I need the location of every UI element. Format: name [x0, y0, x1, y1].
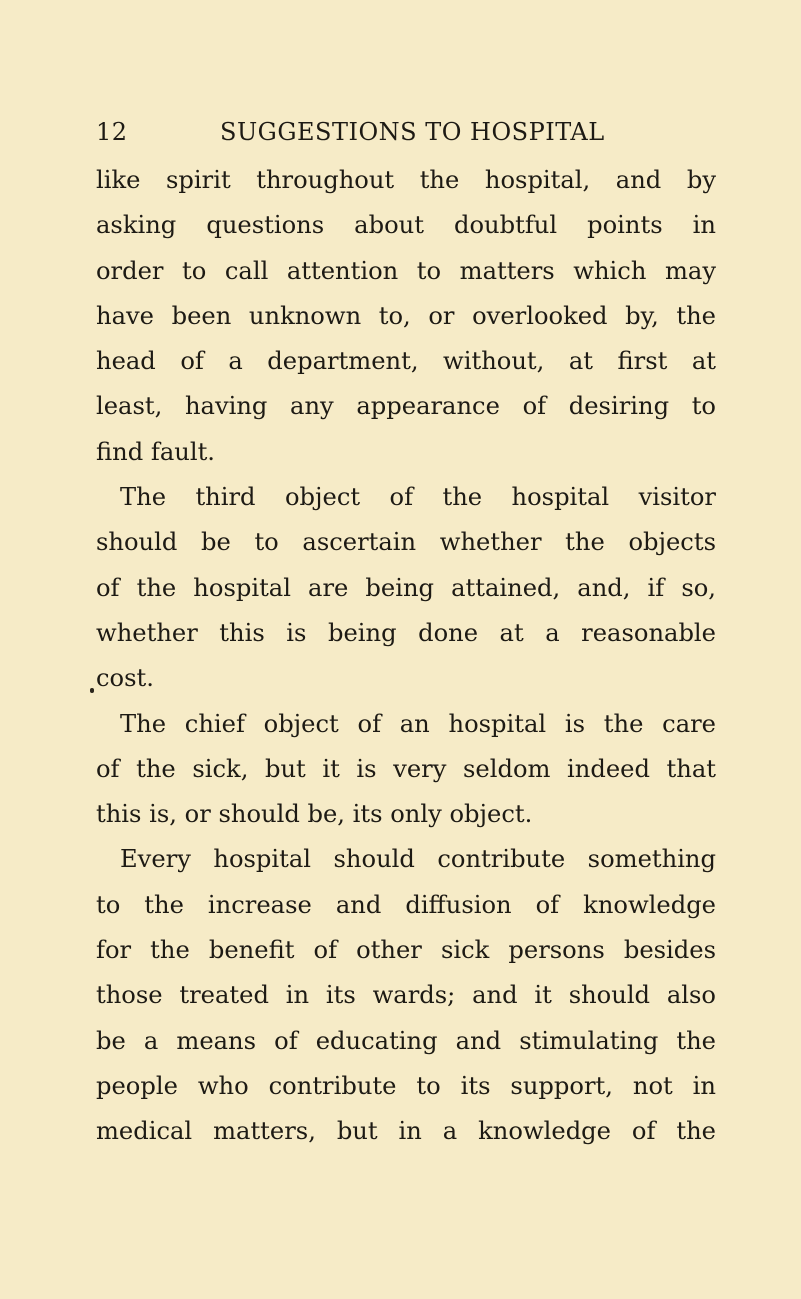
body-text: [96, 158, 716, 1155]
text-line: order to call attention to matters which may: [96, 256, 716, 285]
text-line: this is, or should be, its only object.: [96, 800, 533, 829]
text-line: find fault.: [96, 437, 215, 466]
text-line: The chief object of an hospital is the care: [120, 709, 716, 738]
text-line: those treated in its wards; and it should also: [96, 981, 716, 1010]
text-line: should be to ascertain whether the objects: [96, 528, 716, 557]
text-line: cost.: [96, 664, 154, 693]
text-line: like spirit throughout the hospital, and by: [96, 166, 716, 194]
text-line: asking questions about doubtful points in: [96, 211, 716, 240]
text-line: of the hospital are being attained, and, if so,: [96, 573, 716, 602]
ink-speck: [90, 688, 94, 693]
text-line: least, having any appearance of desiring to: [96, 392, 716, 421]
running-head: [96, 118, 716, 152]
text-line: for the benefit of other sick persons besides: [96, 936, 716, 965]
page-number: 12: [96, 118, 128, 146]
text-line: be a means of educating and stimulating the: [96, 1026, 716, 1055]
text-line: medical matters, but in a knowledge of the: [96, 1117, 716, 1146]
running-title: SUGGESTIONS TO HOSPITAL: [220, 118, 605, 146]
text-line: whether this is being done at a reasonable: [96, 618, 716, 647]
text-line: to the increase and diffusion of knowledge: [96, 890, 716, 919]
text-line: head of a department, without, at first at: [96, 347, 716, 376]
text-line: people who contribute to its support, not in: [96, 1071, 716, 1100]
text-line: The third object of the hospital visitor: [120, 483, 716, 512]
text-line: have been unknown to, or overlooked by, the: [96, 301, 716, 330]
text-line: Every hospital should contribute something: [120, 845, 716, 874]
text-line: of the sick, but it is very seldom indeed that: [96, 754, 716, 783]
